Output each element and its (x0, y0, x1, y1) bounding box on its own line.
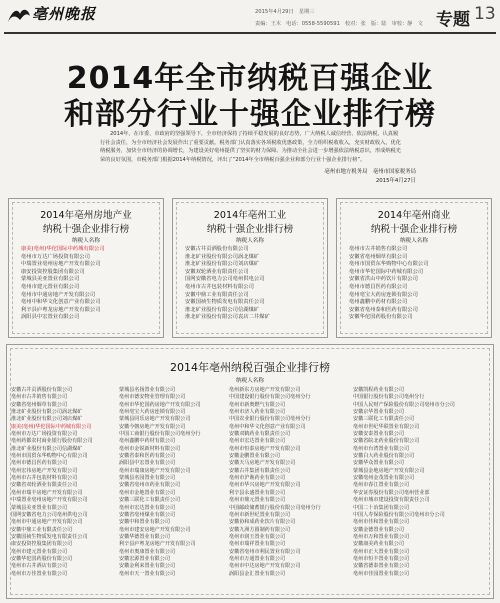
company-name: 安徽华德置业有限公司 (119, 533, 170, 540)
company-name: 安徽安泰置业有限公司 (353, 431, 404, 438)
company-name: 利辛县庐粤龙房地产开发有限公司 (119, 541, 196, 548)
company-name: 中国二十冶集团有限公司 (353, 504, 410, 511)
company-name: 康美(亳州)华佗国际中药城有限公司 (21, 246, 105, 252)
company-name: 亳州新东方房地产开发有限公司 (229, 387, 301, 393)
box-column-header: 纳税人名称 (400, 238, 428, 244)
company-name: 亳州市城市建设投资有限责任公司 (353, 497, 430, 504)
company-name: 安徽金德置业有限公司 (353, 526, 404, 533)
company-name: 亳州市建元置业有限公司 (11, 548, 68, 555)
company-name: 亳州市国贸东华购物中心有限公司 (349, 261, 429, 268)
issue-date: 2015年4月29日 星期三 (255, 9, 315, 15)
company-name: 亳州市新奥燃气有限公司 (229, 401, 286, 408)
company-name: 亳州药都农村商业银行股份有限公司 (11, 438, 93, 445)
company-name: 亳州市佳和置业有限公司 (353, 519, 410, 526)
ranking-column-4 (353, 387, 455, 578)
company-name: 安徽古井集团有限责任公司 (229, 467, 291, 474)
company-name: 亳州鑫鹏中药材有限公司 (349, 299, 408, 306)
company-name: 中国工商银行股份有限公司亳州分行 (119, 431, 201, 438)
box-title: 2014年亳州商业 (377, 210, 451, 221)
company-name: 蒙城县名扬置业有限公司 (119, 387, 176, 393)
section-label: 专题 (436, 10, 470, 30)
company-name: 安徽协和成药业饮片有限公司 (229, 519, 296, 526)
company-name: 安徽金利来置业有限公司 (119, 563, 176, 570)
company-name: 淮北矿业股份有限公司信湖煤矿 (11, 445, 83, 452)
signature-date: 2015年4月27日 (375, 178, 416, 184)
company-name: 安徽省亳州烟草有限公司 (11, 401, 68, 408)
company-name: 亳州市古井包装材料有限公司 (11, 475, 78, 482)
company-name: 安徽天马房地产开发有限公司 (229, 460, 296, 467)
real-estate-ranking-box (8, 198, 164, 338)
company-name: 安徽省洪山中药饮片有限公司 (349, 276, 418, 283)
box-title: 2014年亳州工业 (213, 210, 287, 221)
box-title: 纳税十强企业排行榜 (42, 224, 130, 235)
company-name: 安徽中鼎工业有限责任公司 (11, 526, 73, 533)
top-100-ranking-box (6, 344, 494, 599)
company-name: 亳州市瑞康房地产开发有限公司 (119, 467, 191, 474)
company-name: 亳州亳宝大药房连锁有限公司 (119, 409, 186, 416)
company-name: 安徽中鼎工业有限责任公司 (185, 291, 249, 298)
company-name: 安徽康美药业有限公司 (353, 541, 404, 548)
company-name: 淮北矿业股份有限公司涡北煤矿 (185, 253, 260, 260)
company-name: 亳州市宏达置业有限公司 (229, 438, 286, 445)
company-name: 安徽古井贡酒股份有限公司 (11, 387, 73, 393)
company-name: 中国农业银行股份有限公司亳州分行 (229, 416, 311, 423)
company-name: 安徽宏源置业有限公司 (119, 555, 170, 562)
company-name: 亳州市瑞祥置业有限公司 (229, 541, 286, 548)
top-100-column-header: 纳税人名称 (236, 378, 264, 384)
page-number: 13 (474, 4, 496, 24)
company-name: 涡阳县中宏置业有限公司 (21, 314, 80, 321)
company-name: 安徽国祯生物质发电有限责任公司 (185, 299, 265, 306)
company-name: 安徽白大药业股份有限公司 (353, 453, 415, 460)
company-name: 中国人寿保险股份有限公司亳州市分公司 (353, 511, 445, 518)
company-name: 亳州市国贸东华购物中心有限公司 (11, 453, 88, 460)
company-name: 安徽省亳州市利民置业有限公司 (229, 548, 301, 555)
company-name: 亳州市德安物业管理有限公司 (119, 394, 186, 401)
company-name: 中国人民财产保险股份有限公司亳州市分公司 (353, 401, 455, 408)
newspaper-logo: 亳州晚报 (32, 5, 97, 23)
company-name: 安徽省亳州煤业有限公司 (119, 511, 176, 518)
company-name: 安徽省亳州泰和医药有限公司 (349, 306, 418, 313)
company-name: 安徽省德泰置业有限公司 (353, 563, 410, 570)
company-name: 亳州市德昌医药有限公司 (11, 460, 68, 467)
company-name: 安徽双鹤药业有限责任公司 (229, 431, 291, 438)
company-name: 亳州市万达广场投资有限公司 (21, 253, 90, 260)
ranking-list (349, 246, 428, 322)
company-name: 蒙城县美亚置业有限公司 (11, 504, 68, 511)
company-name: 亳州市古井包装材料有限公司 (185, 283, 254, 290)
company-name: 康安投资控股集团有限公司 (21, 268, 85, 275)
company-name: 安徽华众置业有限公司 (353, 460, 404, 467)
company-name: 安徽亳州金茂置业有限公司 (353, 475, 415, 482)
company-name: 亳州市新世纪置业有限公司 (229, 511, 291, 518)
company-name: 亳州市世纪华联置业有限公司 (353, 423, 420, 430)
company-name: 亳州市古井酒店有限公司 (11, 563, 68, 570)
company-name: 安徽华佗国药股份有限公司 (349, 314, 413, 321)
company-name: 涡阳县中宏置业有限公司 (119, 460, 176, 467)
box-title: 2014年亳州房地产业 (40, 210, 132, 221)
company-name: 涡阳县金汇置业有限公司 (229, 570, 286, 577)
company-name: 蒙城县美亚置业有限公司 (21, 276, 80, 283)
company-name: 安徽三联化工有限责任公司 (119, 497, 181, 504)
company-name: 亳州市沪谯药业有限公司 (229, 475, 286, 482)
company-name: 安徽九洲方圆制药有限公司 (229, 526, 291, 533)
company-name: 安徽京华置业有限公司 (353, 409, 404, 416)
headline-line-2: 和部分行业十强企业排行榜 (64, 97, 436, 132)
company-name: 安徽省皖北药业股份有限公司 (353, 438, 420, 445)
company-name: 亳州市华佗国药房地产开发有限公司 (119, 401, 201, 408)
box-column-header: 纳税人名称 (236, 238, 264, 244)
box-title: 纳税十强企业排行榜 (206, 224, 294, 235)
company-name: 安徽省亳州市药业有限公司 (119, 482, 181, 489)
company-name: 亳州市润玉置业有限公司 (229, 533, 286, 540)
editor-info: 责编：王木 电话：0558-5590591 校对：张 版：陆 审校：静 文 (255, 21, 423, 27)
company-name: 亳州市正大置业有限公司 (353, 548, 410, 555)
masthead (0, 0, 500, 34)
company-name: 安徽国祯生物质发电有限责任公司 (11, 533, 88, 540)
company-name: 中国银行股份有限公司亳州分行 (353, 394, 425, 401)
company-name: 安徽华佗国药股份有限公司 (11, 555, 73, 562)
company-name: 安徽省亳州烟草有限公司 (349, 253, 408, 260)
company-name: 亳州市奥康置业有限公司 (119, 548, 176, 555)
company-name: 亳州市建元置业有限公司 (21, 283, 80, 290)
company-name: 安徽省双轮酒业有限责任公司 (11, 482, 78, 489)
company-name: 亳州市万佳置业有限公司 (11, 570, 68, 577)
company-name: 亳州市万通置业有限公司 (229, 555, 286, 562)
company-name: 亳州市瑞丰房地产开发有限公司 (11, 489, 83, 496)
industry-ranking-box (172, 198, 328, 338)
ranking-column-1 (11, 387, 93, 578)
company-name: 中国建设银行股份有限公司亳州分行 (229, 394, 311, 401)
company-name: 国网安徽省电力公司亳州供电公司 (185, 276, 265, 283)
signature-org: 亳州市地方税务局 亳州市国家税务局 (324, 169, 416, 175)
company-name: 亳州市金地置业有限公司 (119, 489, 176, 496)
company-name: 淮北矿业股份有限公司刘店煤矿 (11, 416, 83, 423)
company-name: 淮北矿业股份有限公司涡北煤矿 (11, 409, 83, 416)
company-name: 安徽三联化工有限责任公司 (353, 416, 415, 423)
company-name: 淮北矿业股份有限公司信湖煤矿 (185, 306, 260, 313)
company-name: 亳州市鼎元置业有限公司 (229, 497, 286, 504)
company-name: 亳州市古井销售有限公司 (11, 394, 68, 401)
ranking-list (21, 246, 105, 322)
company-name: 安徽中和置业有限公司 (119, 519, 170, 526)
company-name: 亳州亳宝大药房连锁有限公司 (349, 291, 418, 298)
company-name: 利辛县庐粤龙房地产开发有限公司 (21, 306, 101, 313)
company-name: 亳州市佳园置业有限公司 (353, 570, 410, 577)
ranking-column-3 (229, 387, 321, 578)
ranking-column-2 (119, 387, 201, 578)
company-name: 康美(亳州)华佗国际中药城有限公司 (11, 423, 92, 430)
company-name: 亳州市台湾置业有限公司 (353, 445, 410, 452)
company-name: 康安投资控股集团有限公司 (11, 541, 73, 548)
company-name: 亳州市德昌医药有限公司 (349, 283, 408, 290)
company-name: 中瑞置业亳州房地产开发有限公司 (11, 497, 88, 504)
intro-paragraph: 2014年，在市委、市政府的坚强领导下，全市经济保持了持续平稳发展的良好态势，广大纳税人诚信经营、依法纳税，认真履行社会责任，为全市经济社会发展作出了重要贡献。税务部门认真落实各项税收优惠政策，全力组织税收收入，充实财政收入，优化纳税服务，加快全市经济的协调增长，为建设美好亳州提供了坚实的财力保障。为推动全社会进一步增强依法纳税意识，形成纳税光荣的良好氛围，市税务部门根据2014年纳税情况，评出了“2014年全市纳税百强企业和部分行业十强企业排行榜”。 (100, 131, 401, 163)
company-name: 华安证券股份有限公司亳州营业部 (353, 489, 430, 496)
company-name: 亳州市中通房地产开发有限公司 (21, 291, 96, 298)
company-name: 亳州市华兴房地产开发有限公司 (229, 482, 301, 489)
company-name: 亳州宏伟房地产开发有限公司 (11, 467, 78, 474)
company-name: 安徽古井贡酒股份有限公司 (185, 246, 249, 252)
company-name: 亳州市中达房地产开发有限公司 (229, 563, 301, 570)
top-100-title: 2014年亳州纳税百强企业排行榜 (170, 361, 330, 374)
company-name: 安徽凯程药业有限公司 (353, 387, 404, 393)
headline-line-1: 2014年全市纳税百强企业 (66, 61, 434, 96)
company-name: 亳州市建安房地产开发有限公司 (119, 526, 191, 533)
company-name: 亳州市恒泰房地产开发有限公司 (229, 445, 301, 452)
company-name: 亳州市古井销售有限公司 (349, 246, 408, 252)
company-name: 安徽金鹏置业有限公司 (229, 453, 280, 460)
company-name: 安徽今朝房地产开发有限公司 (119, 423, 186, 430)
company-name: 国网安徽省电力公司亳州供电公司 (11, 511, 88, 518)
company-name: 蒙城县同乐房地产开发有限公司 (119, 416, 191, 423)
company-name: 中国邮政储蓄银行股份有限公司亳州分行 (229, 504, 321, 511)
company-name: 中瑞置业亳州房地产开发有限公司 (21, 261, 101, 268)
company-name: 安徽双轮酒业有限责任公司 (185, 268, 249, 275)
company-name: 亳州中和华文化创意产业有限公司 (21, 299, 101, 306)
company-name: 亳州市春江置业有限公司 (353, 482, 410, 489)
company-name: 亳州市天一置业有限公司 (119, 570, 176, 577)
company-name: 利辛县永盛置业有限公司 (229, 489, 286, 496)
box-title: 纳税十强企业排行榜 (370, 224, 458, 235)
company-name: 亳州市万达广场投资有限公司 (11, 431, 78, 438)
company-name: 亳州市济人药业有限公司 (229, 409, 286, 416)
company-name: 蒙城县金地房地产开发有限公司 (353, 467, 425, 474)
company-name: 亳州市华佗国际中药城有限公司 (349, 268, 424, 275)
company-name: 亳州市中通房地产开发有限公司 (11, 519, 83, 526)
commerce-ranking-box (336, 198, 492, 338)
company-name: 安徽省泰和医药有限公司 (119, 453, 176, 460)
masthead-rule (4, 32, 496, 34)
ranking-list (185, 246, 270, 322)
company-name: 亳州市金锐新材料有限公司 (119, 445, 181, 452)
company-name: 淮北矿业股份有限公司刘店煤矿 (185, 261, 260, 268)
company-name: 蒙城县名园置业有限公司 (119, 475, 176, 482)
company-name: 亳州市恒丰置业有限公司 (353, 555, 410, 562)
company-name: 亳州市宏达置业有限公司 (119, 504, 176, 511)
company-name: 淮北矿业股份有限公司袁店二井煤矿 (185, 314, 270, 321)
company-name: 亳州鑫鹏中药材有限公司 (119, 438, 176, 445)
company-name: 亳州中和华文化创意产业有限公司 (229, 423, 306, 430)
newspaper-logo-icon (6, 4, 32, 26)
company-name: 亳州市万和置业有限公司 (353, 533, 410, 540)
box-column-header: 纳税人名称 (72, 238, 100, 244)
